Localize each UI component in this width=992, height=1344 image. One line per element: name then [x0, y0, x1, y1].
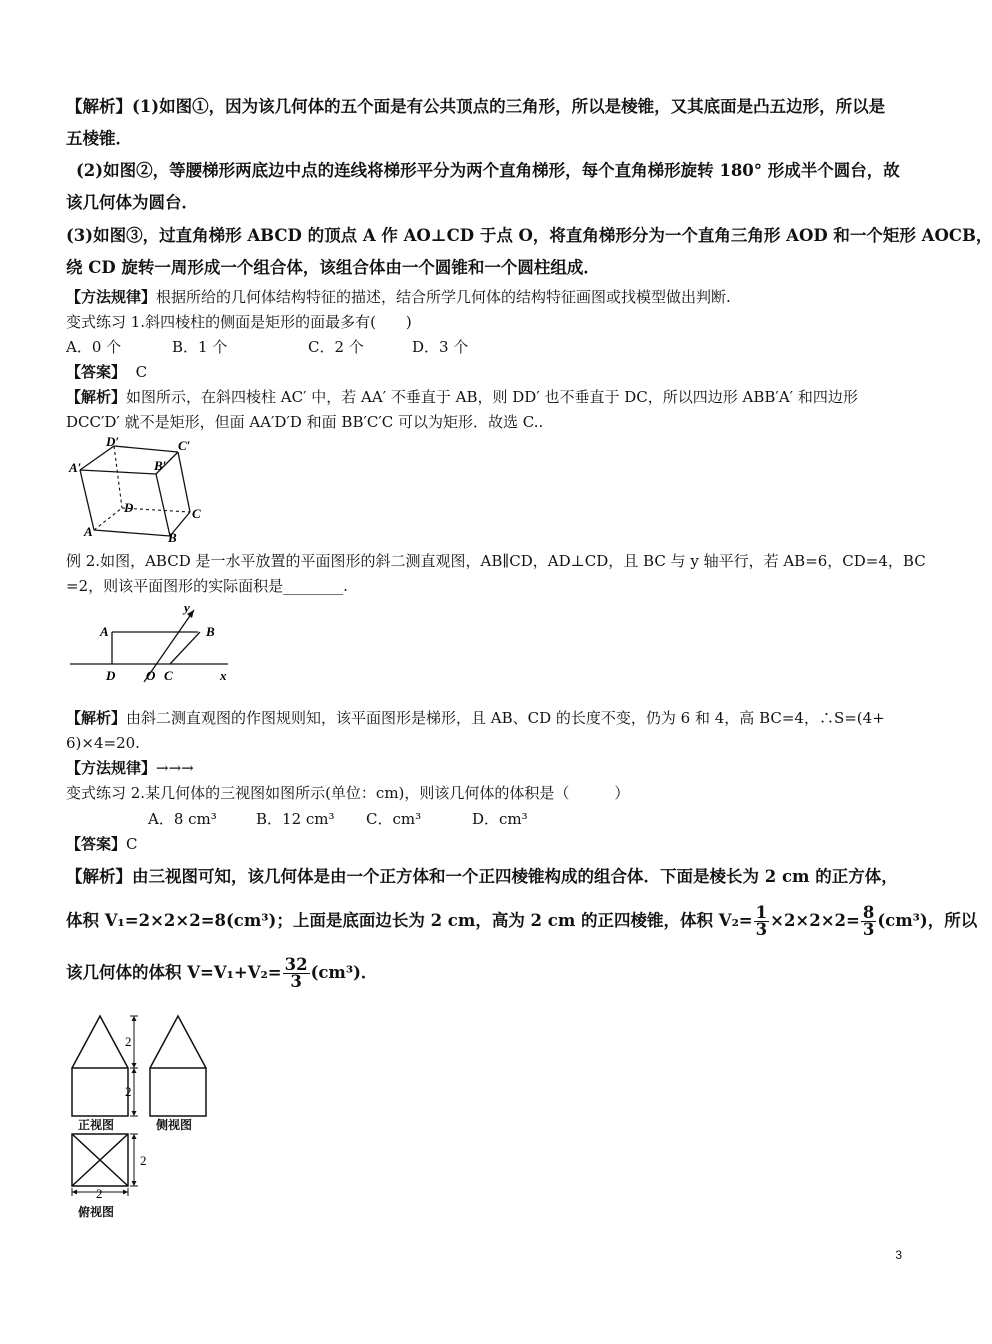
three-views-figure: [66, 1010, 226, 1222]
solution3-line1: [66, 866, 898, 888]
variant1-option-d: D．3 个: [412, 338, 469, 356]
answer-value: C: [135, 363, 148, 381]
variant1-option-a: A．0 个: [66, 338, 122, 356]
solution3-text: 由三视图可知，该几何体是由一个正方体和一个正四棱锥构成的组合体．下面是棱长为 2 cm 的正方体，: [132, 867, 898, 886]
label-C1: C′: [178, 438, 191, 453]
variant2-answer: [66, 834, 138, 854]
analysis-label: 【解析】: [66, 388, 127, 406]
answer-label: 【答案】: [66, 363, 127, 381]
fraction-thirty-two-thirds: $\frac{32}{3}$: [284, 955, 308, 991]
label-B: B: [206, 624, 215, 639]
solution2-label: 【解析】: [66, 709, 127, 727]
dim-cube-height: 2: [125, 1084, 132, 1099]
solution1-line2: 五棱锥．: [66, 129, 132, 148]
solution3-line3: 该几何体的体积 V=V₁+V₂= $\frac{32}{3}$ (cm³)．: [66, 955, 378, 991]
solution1-line5: (3)如图③，过直角梯形 ABCD 的顶点 A 作 AO⊥CD 于点 O，将直角梯形分为一个直角三角形 AOD 和一个矩形 AOCB，: [66, 226, 992, 245]
variant1-question: 变式练习 1.斜四棱柱的侧面是矩形的面最多有( ): [66, 313, 412, 331]
solution1-line3: (2)如图②，等腰梯形两底边中点的连线将梯形平分为两个直角梯形，每个直角梯形旋转 180° 形成半个圆台，故: [76, 161, 900, 180]
label-D1: D′: [106, 434, 120, 449]
solution3-label: 【解析】: [66, 867, 132, 886]
method2-line: [66, 758, 194, 778]
label-A: A: [84, 524, 93, 539]
solution2-line1: [66, 708, 885, 728]
variant1-option-b: B．1 个: [172, 338, 228, 356]
solution1-line4: 该几何体为圆台．: [66, 193, 198, 212]
solution2-line2: 6)×4=20.: [66, 734, 140, 752]
fraction-one-third: $\frac{1}{3}$: [755, 903, 768, 939]
front-view-caption: 正视图: [78, 1118, 115, 1132]
solution1-line6: 绕 CD 旋转一周形成一个组合体，该组合体由一个圆锥和一个圆柱组成．: [66, 258, 600, 277]
variant2-option-d: D．cm³: [472, 810, 528, 828]
label-B: B: [168, 530, 177, 545]
method1-line: [66, 287, 731, 307]
method1-text: 根据所给的几何体结构特征的描述，结合所学几何体的结构特征画图或找模型做出判断.: [156, 288, 731, 306]
dim-top-width: 2: [96, 1186, 103, 1201]
variant2-option-c: C．cm³: [366, 810, 422, 828]
oblique-drawing-figure: [66, 600, 242, 688]
answer-value: C: [126, 835, 138, 853]
dim-pyramid-height: 2: [125, 1034, 132, 1049]
label-C: C: [164, 668, 173, 683]
solution1-label: 【解析】: [66, 97, 132, 116]
example2-line2: =2，则该平面图形的实际面积是________.: [66, 577, 348, 595]
variant1-analysis-line2: DCC′D′ 就不是矩形，但面 AA′D′D 和面 BB′C′C 可以为矩形．故选 C..: [66, 413, 544, 431]
label-y: y: [184, 600, 190, 615]
solution1-text: (1)如图①，因为该几何体的五个面是有公共顶点的三角形，所以是棱锥，又其底面是凸五边形，所以是: [132, 97, 886, 116]
label-D: D: [106, 668, 116, 683]
variant2-option-b: B．12 cm³: [256, 810, 335, 828]
solution1-line1: [66, 96, 885, 118]
method2-text: →→→: [156, 759, 194, 777]
label-A1: A′: [69, 460, 82, 475]
solution3-line2: 体积 V₁=2×2×2=8(cm³)；上面是底面边长为 2 cm，高为 2 cm 的正四棱锥，体积 V₂= $\frac{1}{3}$ ×2×2×2= $\frac{8}{3}$ (cm³)，所以: [66, 903, 978, 939]
label-B1: B′: [154, 458, 167, 473]
oblique-prism-figure: [66, 436, 216, 544]
variant2-question: 变式练习 2.某几何体的三视图如图所示(单位：cm)，则该几何体的体积是（ ）: [66, 784, 630, 802]
method1-label: 【方法规律】: [66, 288, 157, 306]
method2-label: 【方法规律】: [66, 759, 157, 777]
label-O: O: [146, 668, 156, 683]
side-view-caption: 侧视图: [156, 1118, 193, 1132]
variant1-option-c: C．2 个: [308, 338, 364, 356]
dim-top-depth: 2: [140, 1153, 147, 1168]
label-A: A: [100, 624, 109, 639]
variant1-analysis-line1: [66, 387, 858, 407]
answer-label: 【答案】: [66, 835, 127, 853]
label-x: x: [220, 668, 227, 683]
solution2-text: 由斜二测直观图的作图规则知，该平面图形是梯形，且 AB、CD 的长度不变，仍为 6 和 4，高 BC=4，∴S=(4+: [126, 709, 885, 727]
analysis-text: 如图所示，在斜四棱柱 AC′ 中，若 AA′ 不垂直于 AB，则 DD′ 也不垂直于 DC，所以四边形 ABB′A′ 和四边形: [126, 388, 858, 406]
label-C: C: [192, 506, 201, 521]
variant2-option-a: A．8 cm³: [148, 810, 217, 828]
top-view-caption: 俯视图: [78, 1205, 115, 1219]
label-D: D: [124, 500, 134, 515]
fraction-eight-thirds: $\frac{8}{3}$: [862, 903, 875, 939]
variant1-answer: [66, 362, 147, 382]
example2-line1: 例 2.如图，ABCD 是一水平放置的平面图形的斜二测直观图，AB∥CD，AD⊥CD，且 BC 与 y 轴平行，若 AB=6，CD=4，BC: [66, 552, 926, 570]
page-number: 3: [895, 1248, 902, 1262]
